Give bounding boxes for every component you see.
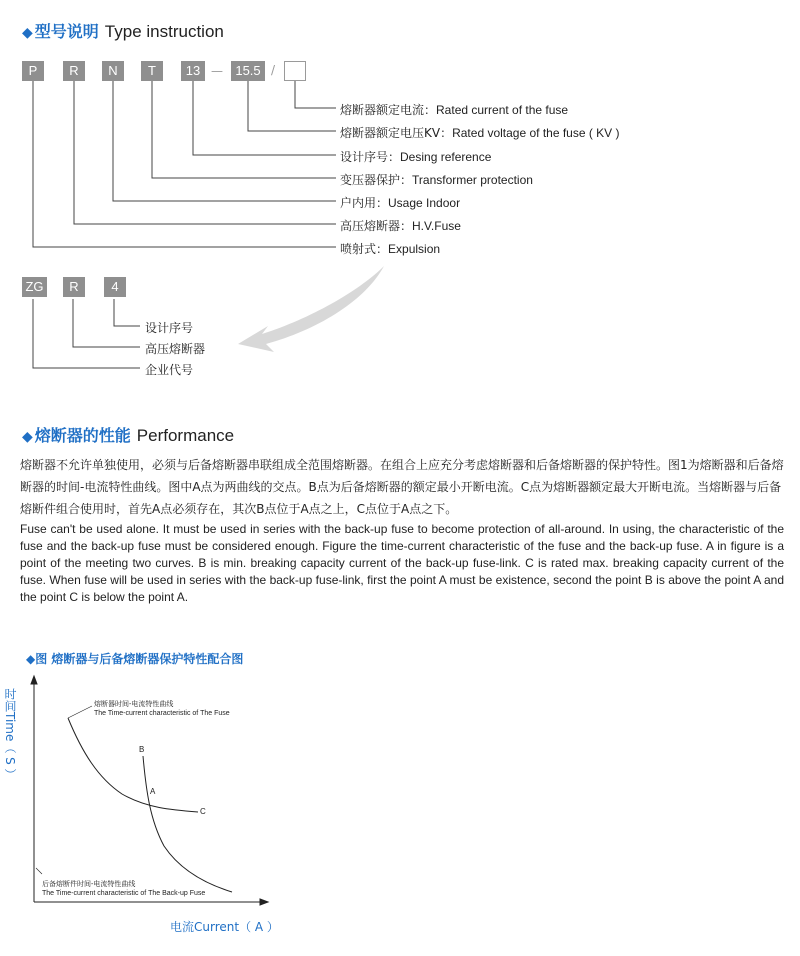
desc-rated-voltage: 熔断器额定电压KV：Rated voltage of the fuse ( KV ): [340, 126, 620, 140]
performance-section-title: ◆ 熔断器的性能 Performance: [22, 426, 235, 445]
desc2-hv-fuse: 高压熔断器: [145, 342, 206, 356]
curve2-label-en: The Time-current characteristic of The Back-up Fuse: [42, 890, 206, 897]
code-box-n: N: [102, 61, 124, 81]
desc2-enterprise-code: 企业代号: [145, 363, 194, 377]
leader-line-15-5: [248, 81, 336, 131]
figure-title: ◆图 熔断器与后备熔断器保护特性配合图: [26, 652, 244, 666]
code-box-15-5: 15.5: [231, 61, 265, 81]
desc-rated-current: 熔断器额定电流：Rated current of the fuse: [340, 103, 569, 117]
performance-paragraph-en: Fuse can't be used alone. It must be used in series with the back-up fuse to become protection of all-around. In using, the characteristic of the fuse and the back-up fuse must be considered enough. Figure the time-current characteristic of the fuse and the back-up fuse. A in figure is a point of the meeting two curves. B is min. breaking capacity current of the back-up fuse-link. C is rated max. breaking capacity current of the fuse. When fuse will be used in series with the back-up fuse-link, first the point A must be existence, second the point B is above the point A and the point C is below the point A.: [20, 522, 784, 604]
leader-line-n: [113, 81, 336, 201]
diamond-bullet-icon: ◆: [22, 25, 33, 41]
code2-box-r: R: [63, 277, 85, 297]
y-axis-arrow-icon: [31, 676, 37, 684]
leader-line-zg: [33, 299, 140, 368]
leader-line-t: [152, 81, 336, 178]
curve1-leader-line: [68, 706, 92, 718]
code-box-r: R: [63, 61, 85, 81]
fuse-coordination-chart: [0, 670, 300, 920]
leader-line-13: [193, 81, 336, 155]
curved-arrow-icon: [238, 266, 384, 352]
curve1-label-cn: 熔断器时间-电流特性曲线: [94, 701, 174, 708]
performance-paragraph-cn: 熔断器不允许单独使用，必须与后备熔断器串联组成全范围熔断器。在组合上应充分考虑熔断器和后备熔断器的保护特性。图1为熔断器和后备熔断器的时间-电流特性曲线。图中A点为两曲线的交点。B点为后备熔断器的额定最小开断电流。C点为熔断器额定最大开断电流。当熔断器与后备熔断件组合使用时，首先A点必须存在，其次B点位于A点之上，C点位于A点之下。: [20, 458, 784, 516]
x-axis-arrow-icon: [260, 899, 268, 905]
curve2-leader-line: [36, 868, 42, 874]
code-box-p: P: [22, 61, 44, 81]
desc2-design-reference: 设计序号: [145, 321, 194, 335]
desc-usage-indoor: 户内用：Usage Indoor: [340, 196, 461, 210]
curve1-label-en: The Time-current characteristic of The Fuse: [94, 710, 230, 717]
y-axis-label: 时间Time（ S ）: [3, 688, 17, 781]
code-separator-slash: /: [271, 63, 276, 77]
desc-hv-fuse: 高压熔断器：H.V.Fuse: [340, 219, 461, 233]
desc-expulsion: 喷射式：Expulsion: [340, 242, 441, 256]
code2-box-zg: ZG: [22, 277, 47, 297]
leader-line-r2: [73, 299, 140, 347]
x-axis-label: 电流Current（ A ）: [170, 920, 279, 934]
point-b-label: B: [139, 745, 145, 754]
leader-line-4: [114, 299, 140, 326]
diamond-bullet-icon: ◆: [22, 429, 33, 445]
leader-line-p: [33, 81, 336, 247]
code-box-t: T: [141, 61, 163, 81]
point-a-label: A: [150, 787, 156, 796]
type-section-title: ◆ 型号说明 Type instruction: [22, 22, 224, 41]
curve2-label-cn: 后备熔断件时间-电流特性曲线: [42, 881, 136, 888]
backup-fuse-curve: [143, 756, 232, 892]
leader-line-current: [295, 81, 336, 108]
code2-box-4: 4: [104, 277, 126, 297]
code-box-13: 13: [181, 61, 205, 81]
desc-transformer-protection: 变压器保护：Transformer protection: [340, 173, 533, 187]
code-separator-dash: —: [211, 64, 223, 78]
fuse-curve: [68, 718, 198, 812]
desc-design-reference: 设计序号：Desing reference: [340, 150, 492, 164]
point-c-label: C: [200, 807, 206, 816]
